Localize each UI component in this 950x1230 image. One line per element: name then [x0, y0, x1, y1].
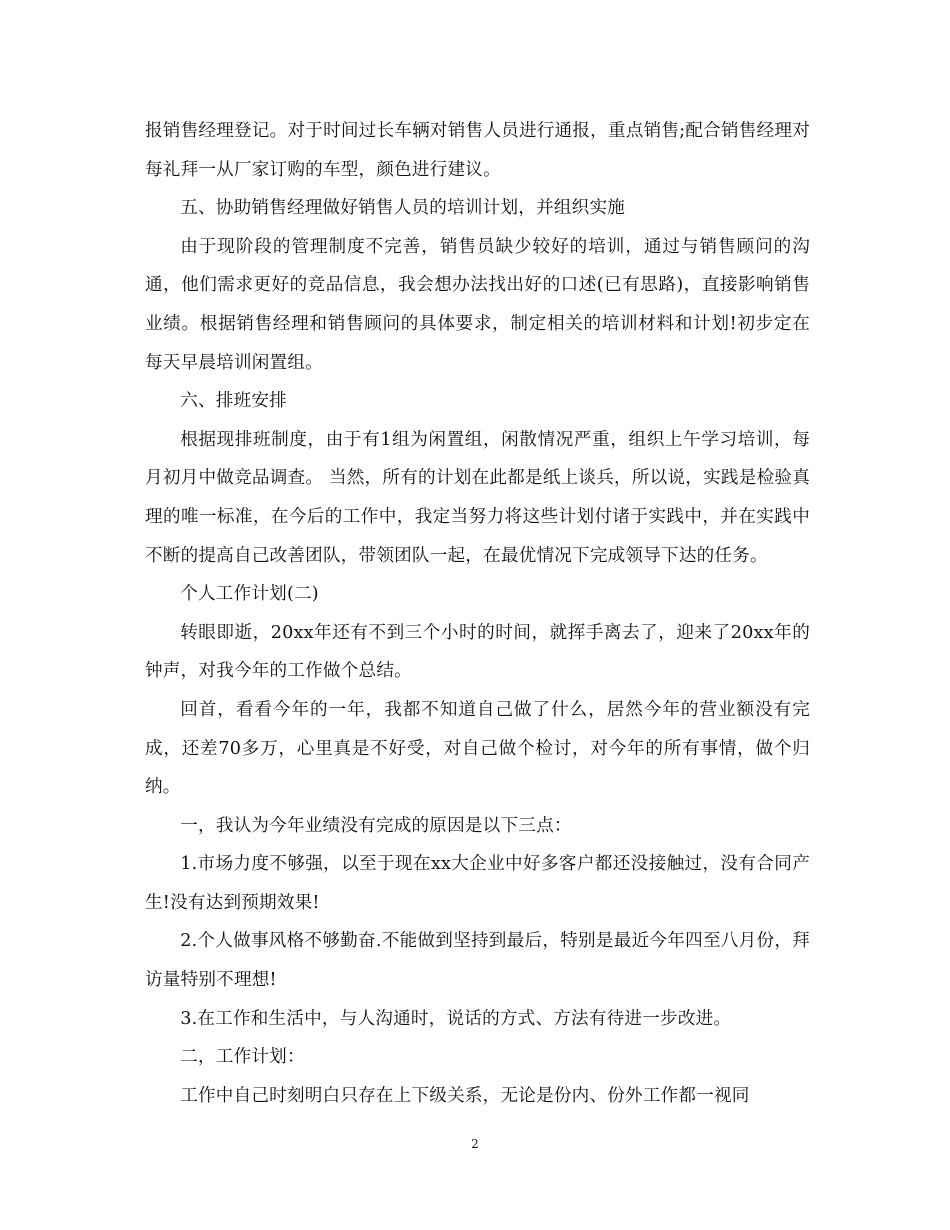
list-item: 3.在工作和生活中，与人沟通时，说话的方式、方法有待进一步改进。	[180, 1008, 732, 1029]
section-heading: 二，工作计划：	[180, 1047, 305, 1068]
paragraph: 回首，看看今年的一年，我都不知道自己做了什么，居然今年的营业额没有完成，还差70多万，心里真是不好受，对自己做个检讨，对今年的所有事情，做个归纳。	[145, 699, 810, 798]
section-heading: 一，我认为今年业绩没有完成的原因是以下三点：	[180, 815, 572, 836]
paragraph: 根据现排班制度，由于有1组为闲置组，闲散情况严重，组织上午学习培训，每月初月中做竞品调查。 当然，所有的计划在此都是纸上谈兵，所以说，实践是检验真理的唯一标准，在今后的工作中，我定当努力将这些计划付诸于实践中，并在实践中不断的提高自己改善团队，带领团队一起，在最优情况下完成领导下达的任务。	[145, 429, 810, 566]
section-heading: 六、排班安排	[180, 391, 287, 412]
list-item: 1.市场力度不够强，以至于现在xx大企业中好多客户都还没接触过，没有合同产生!没有达到预期效果!	[145, 854, 810, 913]
paragraph: 转眼即逝，20xx年还有不到三个小时的时间，就挥手离去了，迎来了20xx年的钟声，对我今年的工作做个总结。	[145, 622, 810, 682]
paragraph: 工作中自己时刻明白只存在上下级关系，无论是份内、份外工作都一视同	[180, 1085, 750, 1106]
paragraph: 报销售经理登记。对于时间过长车辆对销售人员进行通报，重点销售;配合销售经理对每礼拜一从厂家订购的车型，颜色进行建议。	[145, 121, 810, 180]
document-body	[145, 112, 810, 1115]
section-heading: 五、协助销售经理做好销售人员的培训计划，并组织实施	[180, 198, 626, 219]
paragraph: 由于现阶段的管理制度不完善，销售员缺少较好的培训，通过与销售顾问的沟通，他们需求更好的竞品信息，我会想办法找出好的口述(已有思路)，直接影响销售业绩。根据销售经理和销售顾问的具体要求，制定相关的培训材料和计划!初步定在每天早晨培训闲置组。	[145, 236, 810, 373]
list-item: 2.个人做事风格不够勤奋.不能做到坚持到最后，特别是最近今年四至八月份，拜访量特别不理想!	[145, 931, 810, 991]
page-number: 2	[471, 1137, 479, 1151]
section-heading: 个人工作计划(二)	[180, 584, 319, 605]
